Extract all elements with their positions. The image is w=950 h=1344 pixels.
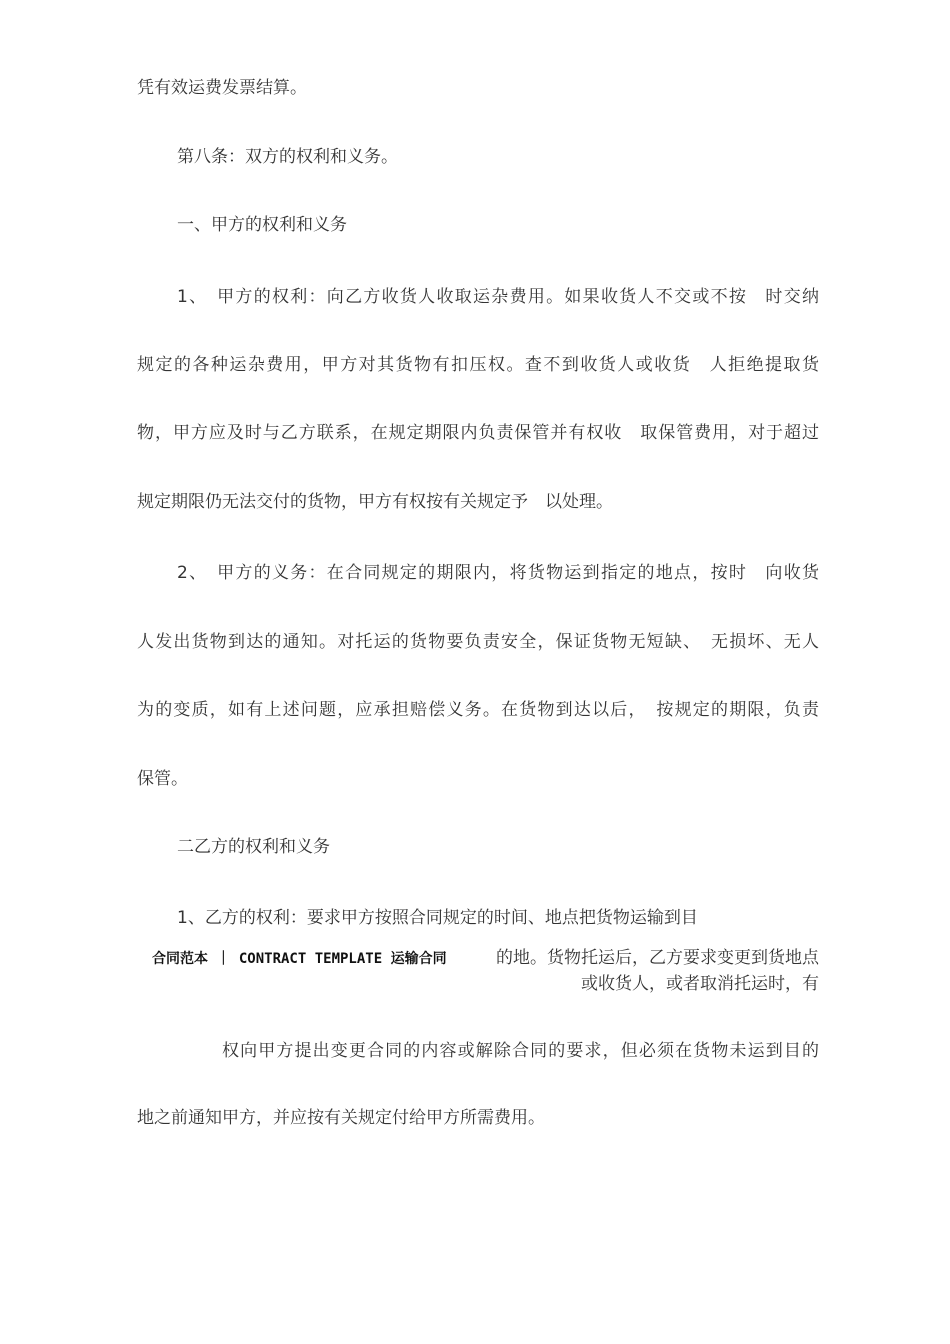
paragraph-line: 的地。货物托运后，乙方要求变更到货地点 xyxy=(496,948,819,968)
contract-template-watermark: 合同范本 ｜ CONTRACT TEMPLATE 运输合同 xyxy=(152,951,447,967)
paragraph-line: 地之前通知甲方，并应按有关规定付给甲方所需费用。 xyxy=(137,1108,545,1128)
article-heading: 第八条：双方的权利和义务。 xyxy=(177,147,398,167)
paragraph-line: 保管。 xyxy=(137,769,188,789)
section-heading: 一、甲方的权利和义务 xyxy=(177,215,347,235)
paragraph-line: 规定的各种运杂费用，甲方对其货物有扣压权。查不到收货人或收货 人拒绝提取货 xyxy=(137,355,819,375)
page-header-line xyxy=(152,946,819,970)
paragraph-line: 规定期限仍无法交付的货物，甲方有权按有关规定予 以处理。 xyxy=(137,492,613,512)
paragraph-line: 为的变质，如有上述问题，应承担赔偿义务。在货物到达以后， 按规定的期限，负责 xyxy=(137,700,819,720)
paragraph-line: 1、 甲方的权利：向乙方收货人收取运杂费用。如果收货人不交或不按 时交纳 xyxy=(177,287,819,307)
paragraph-line: 物，甲方应及时与乙方联系，在规定期限内负责保管并有权收 取保管费用，对于超过 xyxy=(137,423,819,443)
paragraph-line: 或收货人，或者取消托运时，有 xyxy=(581,974,819,994)
section-heading: 二乙方的权利和义务 xyxy=(177,837,330,857)
paragraph-line: 凭有效运费发票结算。 xyxy=(137,78,307,98)
paragraph-line: 1、乙方的权利：要求甲方按照合同规定的时间、地点把货物运输到目 xyxy=(177,908,698,928)
paragraph-line: 人发出货物到达的通知。对托运的货物要负责安全，保证货物无短缺、 无损坏、无人 xyxy=(137,632,819,652)
paragraph-line: 2、 甲方的义务：在合同规定的期限内，将货物运到指定的地点，按时 向收货 xyxy=(177,563,819,583)
paragraph-line: 权向甲方提出变更合同的内容或解除合同的要求，但必须在货物未运到目的 xyxy=(222,1041,819,1061)
